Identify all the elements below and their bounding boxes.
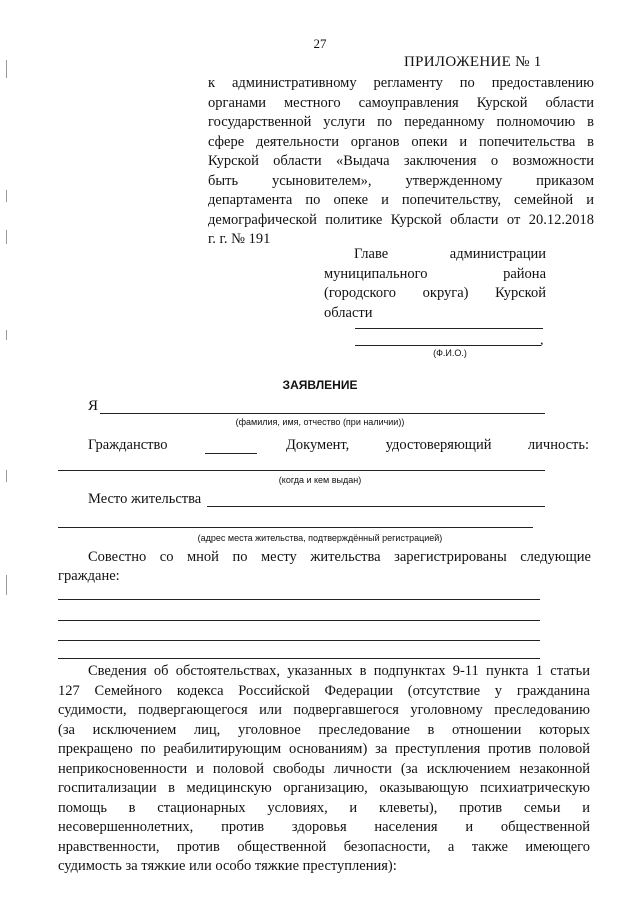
- addressee-line: области: [324, 304, 373, 321]
- info-line: прекращено по реабилитирующим основаниям) за преступления против половой: [58, 741, 590, 757]
- appendix-title: ПРИЛОЖЕНИЕ № 1: [404, 54, 542, 70]
- info-line: Сведения об обстоятельствах, указанных в подпунктах 9-11 пункта 1 статьи: [88, 663, 590, 679]
- residence-label: Место жительства: [88, 491, 202, 507]
- appendix-line: демографической политике Курской области от 20.12.2018: [208, 211, 594, 228]
- document-caption: (когда и кем выдан): [278, 475, 362, 485]
- appendix-line: органами местного самоуправления Курской области: [208, 94, 594, 111]
- statement-title: ЗАЯВЛЕНИЕ: [282, 378, 358, 392]
- residence-input-line[interactable]: [207, 506, 545, 507]
- scan-mark: [6, 330, 7, 340]
- addressee-line: (городского округа) Курской: [324, 285, 546, 301]
- info-line: госпитализации в медицинскую организацию, оказывающую психиатрическую: [58, 780, 590, 796]
- scan-mark: [6, 470, 7, 482]
- scan-mark: [6, 230, 7, 244]
- document-label: Документ, удостоверяющий личность:: [286, 437, 589, 453]
- appendix-line: к административному регламенту по предоставлению: [208, 75, 594, 91]
- addressee-comma: ,: [540, 333, 544, 348]
- registered-input-line[interactable]: [58, 620, 540, 621]
- scan-mark: [6, 190, 7, 202]
- registered-text-2: граждане:: [58, 568, 120, 584]
- registered-input-line[interactable]: [58, 599, 540, 600]
- addressee-fio-caption: (Ф.И.О.): [433, 348, 467, 358]
- info-line: нравственности, против общественной безопасности, а также имеющего: [58, 838, 590, 855]
- info-line: 127 Семейного кодекса Российской Федерации (отсутствие у гражданина: [58, 682, 590, 699]
- scan-mark: [6, 575, 7, 595]
- residence-input-line-2[interactable]: [58, 527, 533, 528]
- addressee-blank-line[interactable]: [355, 328, 543, 329]
- info-line: судимость за тяжкие или особо тяжкие преступления):: [58, 858, 397, 874]
- addressee-line: муниципального района: [324, 265, 546, 282]
- appendix-line: сфере деятельности органов опеки и попечительства в: [208, 133, 594, 150]
- appendix-block: [208, 74, 594, 250]
- registered-input-line[interactable]: [58, 658, 540, 659]
- info-paragraph: [58, 662, 590, 877]
- appendix-line: г. г. № 191: [208, 231, 271, 247]
- i-label: Я: [88, 398, 99, 414]
- info-line: (за исключением лиц, уголовное преследование в отношении которых: [58, 721, 590, 738]
- residence-caption: (адрес места жительства, подтверждённый регистрацией): [197, 533, 443, 543]
- fio-input-line[interactable]: [100, 413, 545, 414]
- page-number: 27: [313, 36, 327, 51]
- registered-text: Совестно со мной по месту жительства зарегистрированы следующие: [88, 549, 591, 565]
- info-line: несовершеннолетних, против здоровья населения и общественной: [58, 819, 590, 835]
- info-line: неприкосновенности и половой свободы личности (за исключением незаконной: [58, 760, 590, 777]
- appendix-line: департамента по опеке и попечительству, семейной и: [208, 192, 594, 208]
- addressee-line: Главе администрации: [354, 246, 546, 262]
- registered-input-line[interactable]: [58, 640, 540, 641]
- addressee-fio-line[interactable]: [355, 345, 541, 346]
- appendix-line: государственной услуги по переданному полномочию в: [208, 114, 594, 130]
- fio-caption: (фамилия, имя, отчество (при наличии)): [235, 417, 405, 427]
- citizenship-label: Гражданство: [88, 437, 168, 453]
- info-line: помощь в стационарных условиях, и клеветы), против семьи и: [58, 799, 590, 816]
- appendix-line: Курской области «Выдача заключения о возможности: [208, 153, 594, 169]
- addressee-block: [324, 245, 546, 323]
- document-input-line[interactable]: [58, 470, 545, 471]
- appendix-line: быть усыновителем», утвержденному приказом: [208, 172, 594, 189]
- info-line: судимости, подвергающегося или подвергавшегося уголовному преследованию: [58, 702, 590, 718]
- citizenship-input-line[interactable]: [205, 453, 257, 454]
- scan-mark: [6, 60, 7, 78]
